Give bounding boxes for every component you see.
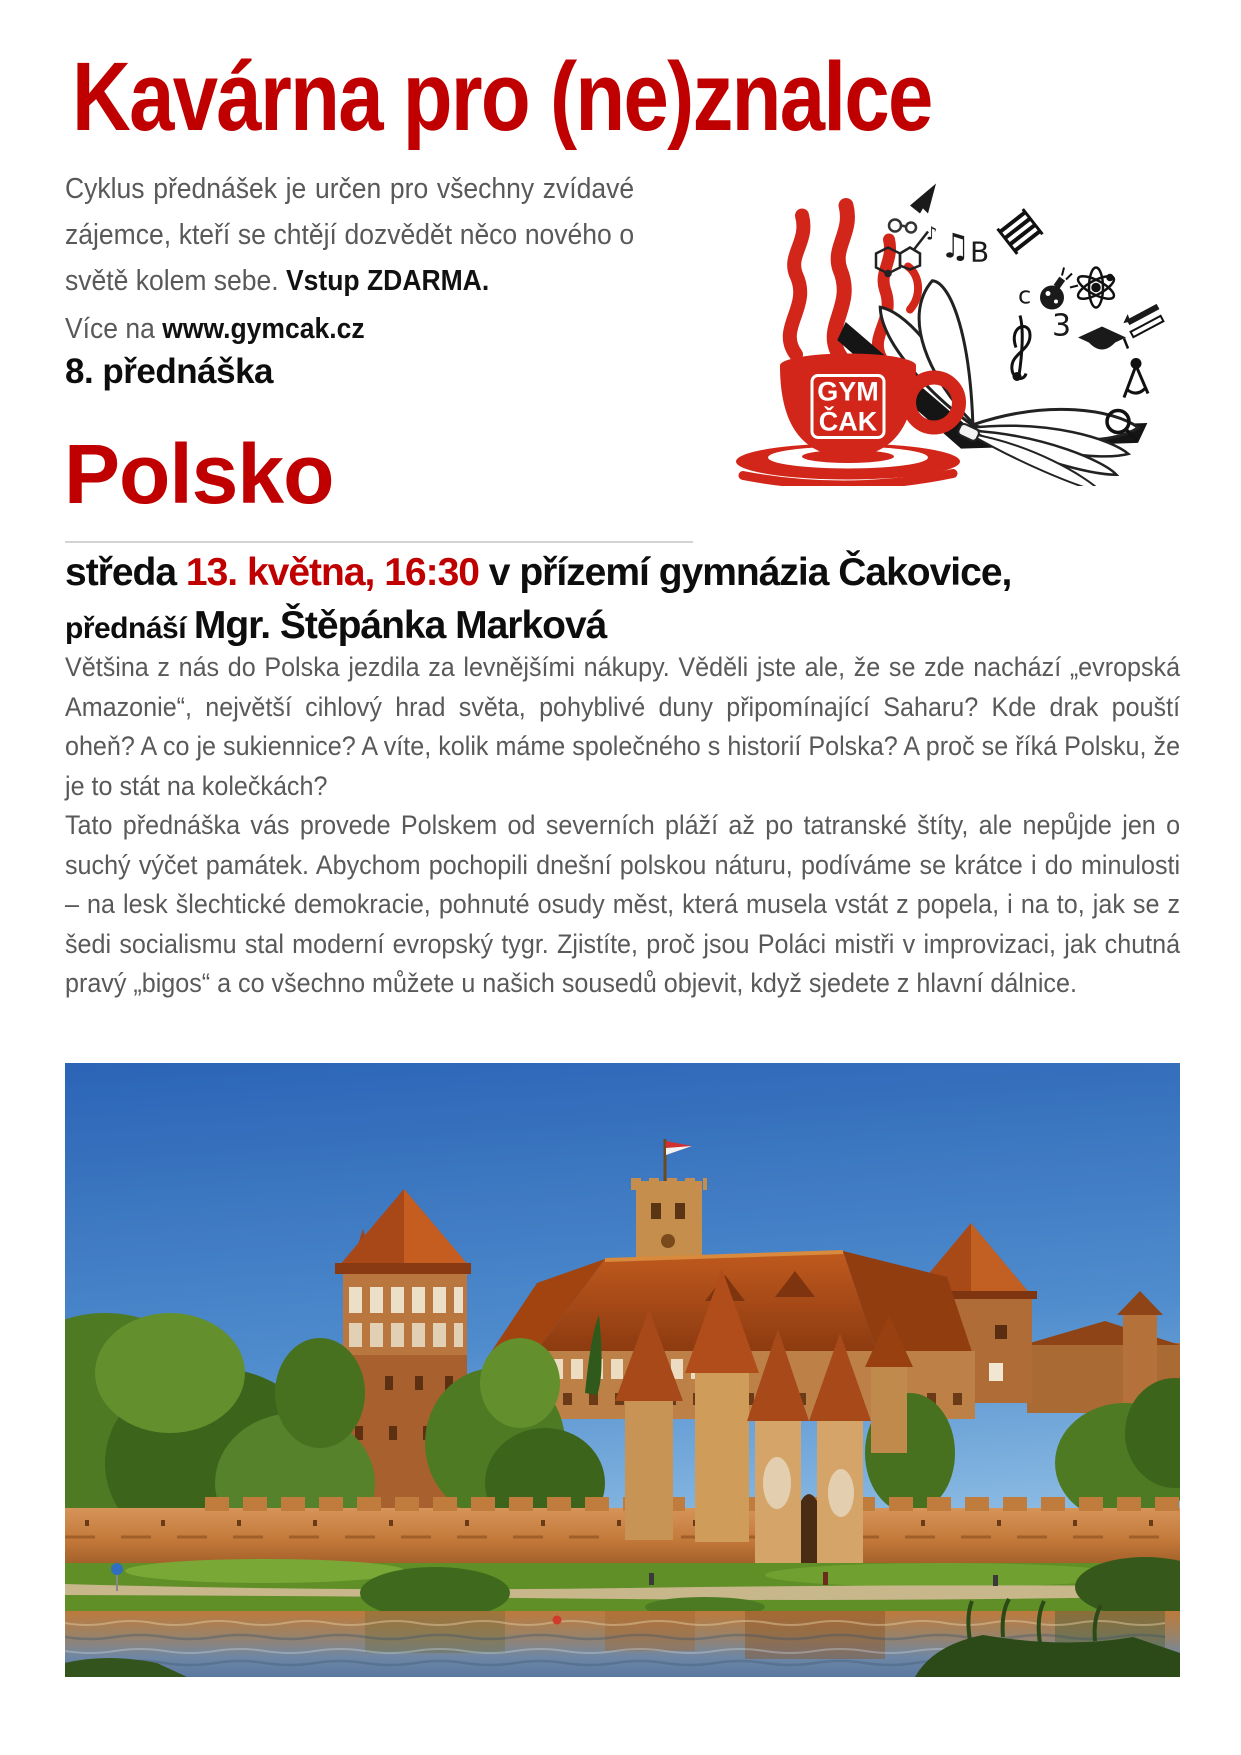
buoy — [553, 1616, 562, 1625]
gymcak-logo-svg — [648, 168, 1180, 486]
castle-photo-svg — [65, 1063, 1180, 1677]
pencil-icon — [1121, 304, 1164, 337]
glasses-icon — [889, 220, 916, 233]
divider-rule — [65, 541, 693, 543]
website-label: Více na — [65, 313, 163, 345]
paper-plane-icon — [910, 184, 936, 214]
when-line — [65, 551, 1195, 595]
treble-clef-icon — [1012, 316, 1030, 380]
compass-icon — [1124, 360, 1148, 398]
page-title — [72, 44, 1232, 151]
lecturer-name: Mgr. Štěpánka Marková — [193, 604, 607, 647]
when-day: středa — [65, 551, 186, 594]
castle-photo — [65, 1063, 1180, 1677]
river-bank — [65, 1557, 1180, 1619]
body-text — [65, 648, 1180, 1004]
music-notes-icon: ♫ — [940, 226, 971, 267]
lecture-title: Polsko — [64, 427, 334, 521]
body-paragraph-1: Většina z nás do Polska jezdila za levnějšími nákupy. Věděli jste ale, že se zde nachází „evropská Amazonie“, největší cihlový hrad světa, pohyblivé duny připomínající Saharu? Kde drak pouští oheň? A co je sukiennice? A víte, kolik máme společného s historií Polska? A proč se říká Polsku, že je to stát na kolečkách? — [65, 652, 1181, 801]
music-staff-icon — [998, 209, 1043, 254]
road-sign — [111, 1563, 123, 1575]
when-datetime: 13. května, 16:30 — [185, 551, 479, 594]
website-url: www.gymcak.cz — [162, 313, 365, 345]
gymcak-logo — [648, 168, 1180, 486]
intro-block — [65, 166, 634, 352]
coffee-cup-icon — [736, 354, 960, 486]
intro-paragraph — [65, 166, 634, 304]
lecture-number: 8. přednáška — [65, 352, 273, 391]
atom-icon — [1075, 268, 1117, 308]
graduation-cap-icon — [1078, 327, 1128, 350]
letter-b-icon: B — [970, 235, 990, 269]
page-title-text: Kavárna pro (ne)znalce — [72, 42, 932, 151]
lecturer-label: přednáší — [65, 612, 194, 645]
intro-lead: Cyklus přednášek je určen pro všechny zvídavé zájemce, kteří se chtějí dozvědět něco nového o světě kolem sebe. — [65, 173, 635, 297]
when-location: v přízemí gymnázia Čakovice, — [478, 551, 1012, 594]
cup-text-line1: GYM — [817, 376, 879, 407]
letter-c-icon: c — [1018, 281, 1032, 310]
number-3-icon: 3 — [1052, 308, 1072, 344]
music-note-small-icon: ♪ — [926, 223, 938, 245]
website-line — [65, 306, 634, 352]
free-entry-text: Vstup ZDARMA — [285, 265, 482, 297]
cup-text-line2: ČAK — [818, 406, 878, 437]
free-entry-period: . — [481, 265, 490, 297]
lecturer-line — [65, 604, 606, 648]
body-paragraph-2: Tato přednáška vás provede Polskem od severních pláží až po tatranské štíty, ale nepůjde jen o suchý výčet památek. Abychom pochopili dnešní polskou náturu, podíváme se krátce i do minulosti – na lesk šlechtické demokracie, pohnuté osudy měst, která musela vstát z popela, i na to, jak se z šedi socialismu stal moderní evropský tygr. Zjistíte, proč jsou Poláci mistři v improvizaci, jak chutná pravý „bigos“ a co všechno můžete u našich sousedů objevit, když sjedete z hlavní dálnice. — [65, 810, 1181, 998]
flask-icon — [1040, 268, 1078, 310]
